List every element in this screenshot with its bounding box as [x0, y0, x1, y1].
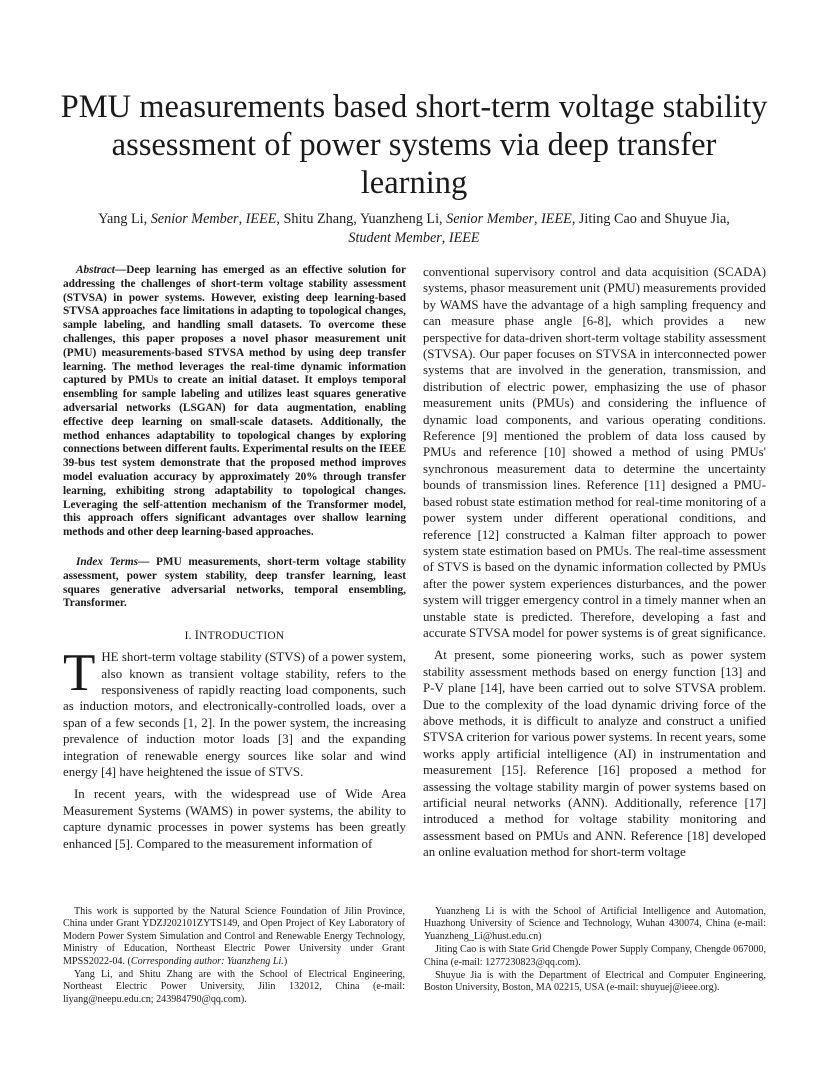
drop-cap: T [63, 644, 96, 703]
footnote-affiliation: Shuyue Jia is with the Department of Electrical and Computer Engineering, Boston University, Boston, MA 02215, USA (e-mail: shuyuej@ieee.org). [424, 970, 766, 994]
section-number: I. [184, 630, 192, 643]
member-grade: Senior Member [150, 211, 239, 227]
first-word: HE [101, 650, 119, 665]
paper-title: PMU measurements based short-term voltage stability assessment of power systems via deep transfer learning [60, 89, 768, 201]
society-name: IEEE [245, 211, 277, 227]
member-grade: Student Member [348, 230, 442, 246]
footnotes-right [424, 906, 766, 996]
author-list [60, 210, 768, 248]
paragraph-text: short-term voltage stability (STVS) of a power system, also known as transient voltage stability, refers to the responsiveness of rapidly reacting load components, such as induction motors, and electronically-controlled loads, over a span of a few seconds [1, 2]. In the power system, the increasing prevalence of induction motor loads [3] and the expanding integration of renewable energy sources like solar and wind energy [4] have heightened the issue of STVS. [63, 650, 406, 779]
separator: , [441, 230, 446, 246]
author-name: , Jiting Cao and Shuyue Jia, [571, 211, 730, 227]
author-name: , Shitu Zhang, Yuanzheng Li, [276, 211, 443, 227]
society-name: IEEE [448, 230, 480, 246]
footnote-affiliation: Jiting Cao is with State Grid Chengde Power Supply Company, Chengde 067000, China (e-mail: 1277230823@qq.com). [424, 944, 766, 968]
footnote-affiliation: Yuanzheng Li is with the School of Artificial Intelligence and Automation, Huazhong University of Science and Technology, Wuhan 430074, China (e-mail: Yuanzheng_Li@hust.edu.cn) [424, 906, 766, 942]
corresponding-author: Corresponding author: Yuanzheng Li. [130, 955, 284, 967]
member-grade: Senior Member [446, 211, 534, 227]
intro-paragraph-2: In recent years, with the widespread use of Wide Area Measurement Systems (WAMS) in power systems, the ability to capture dynamic processes in power systems has been greatly enhanced [5]. Compared to the measurement information of [63, 787, 406, 851]
abstract-text: Deep learning has emerged as an effective solution for addressing the challenges of short-term voltage stability assessment (STVSA) in power systems. However, existing deep learning-based STVSA approaches face limitations in adapting to topological changes, sample labeling, and handling small datasets. To overcome these challenges, this paper proposes a novel phasor measurement unit (PMU) measurements-based STVSA method by using deep transfer learning. The method leverages the real-time dynamic information captured by PMUs to create an initial dataset. It employs temporal ensembling for sample labeling and utilizes least squares generative adversarial networks (LSGAN) for data augmentation, enabling effective deep learning on small-scale datasets. Additionally, the method enhances adaptability to topological changes by exploring connections between different faults. Experimental results on the IEEE 39-bus test system demonstrate that the proposed method improves model evaluation accuracy by approximately 20% through transfer learning, exhibiting strong adaptability to topological changes. Leveraging the self-attention mechanism of the Transformer model, this approach offers significant advantages over shallow learning methods and other deep learning-based approaches. [63, 264, 406, 539]
footnotes-left [63, 906, 405, 1007]
section-title: NTRODUCTION [199, 630, 285, 643]
footnote-text: This work is supported by the Natural Science Foundation of Jilin Province, China under Grant YDZJ202101ZYTS149, and Open Project of Key Laboratory of Modern Power System Simulation and Control and Renewable Energy Technology, Ministry of Education, Northeast Electric Power University under Grant MPSS2022-04. ( [63, 906, 405, 967]
right-column [423, 264, 766, 861]
footnote-funding [63, 906, 405, 968]
author-name: Yang Li, [98, 211, 148, 227]
society-name: IEEE [541, 211, 572, 227]
intro-paragraph-1 [63, 644, 406, 780]
section-initial: I [194, 628, 200, 643]
separator: , [533, 211, 538, 227]
index-terms-label: Index Terms [76, 555, 139, 568]
em-dash: — [138, 555, 150, 568]
index-terms [63, 556, 406, 611]
section-heading [63, 628, 406, 643]
em-dash: — [114, 264, 127, 276]
intro-paragraph-3: At present, some pioneering works, such as power system stability assessment methods based on energy function [13] and P-V plane [14], have been carried out to solve STVSA problem. Due to the complexity of the load dynamic driving force of the above methods, it is difficult to analyze and construct a unified STVSA criterion for various power systems. In recent years, some works apply artificial intelligence (AI) in instrumentation and measurement [15]. Reference [16] proposed a method for assessing the voltage stability margin of power systems based on artificial neural networks (ANN). Additionally, reference [17] introduced a method for voltage stability monitoring and assessment based on PMUs and ANN. Reference [18] developed an online evaluation method for short-term voltage [423, 648, 766, 860]
abstract [63, 264, 406, 540]
separator: , [238, 211, 243, 227]
footnote-text: ) [283, 955, 288, 967]
left-column [63, 264, 406, 852]
intro-paragraph-2-cont: conventional supervisory control and data acquisition (SCADA) systems, phasor measurement unit (PMU) measurements provided by WAMS have the advantage of a high sampling frequency and can measure phase angle [6-8], which provides a  new perspective for data-driven short-term voltage stability assessment (STVSA). Our paper focuses on STVSA in interconnected power systems that are involved in the generation, transmission, and distribution of electric power, emphasizing the use of phasor measurement units (PMUs) and considering the influence of dynamic load components, and various operating conditions. Reference [9] mentioned the problem of data loss caused by PMUs and reference [10] showed a method of using PMUs' synchronous measurement data to determine the uncertainty bounds of transmission lines. Reference [11] designed a PMU-based robust state estimation method for real-time monitoring of a power system under different operational conditions, and reference [12] constructed a Kalman filter approach to power system state estimation based on PMUs. The real-time assessment of STVS is based on the dynamic information collected by PMUs after the power system experiences disturbances, and the power system will trigger emergency control in a timely manner when an unstable state is predicted. Therefore, developing a fast and accurate STVSA model for power systems is of great significance. [423, 265, 766, 640]
abstract-label: Abstract [76, 264, 115, 276]
index-terms-text: PMU measurements, short-term voltage stability assessment, power system stability, deep transfer learning, least squares generative adversarial networks, temporal ensembling, Transformer. [63, 555, 406, 610]
footnote-affiliation: Yang Li, and Shitu Zhang are with the School of Electrical Engineering, Northeast Electric Power University, Jilin 132012, China (e-mail: liyang@neepu.edu.cn; 243984790@qq.com). [63, 969, 405, 1005]
